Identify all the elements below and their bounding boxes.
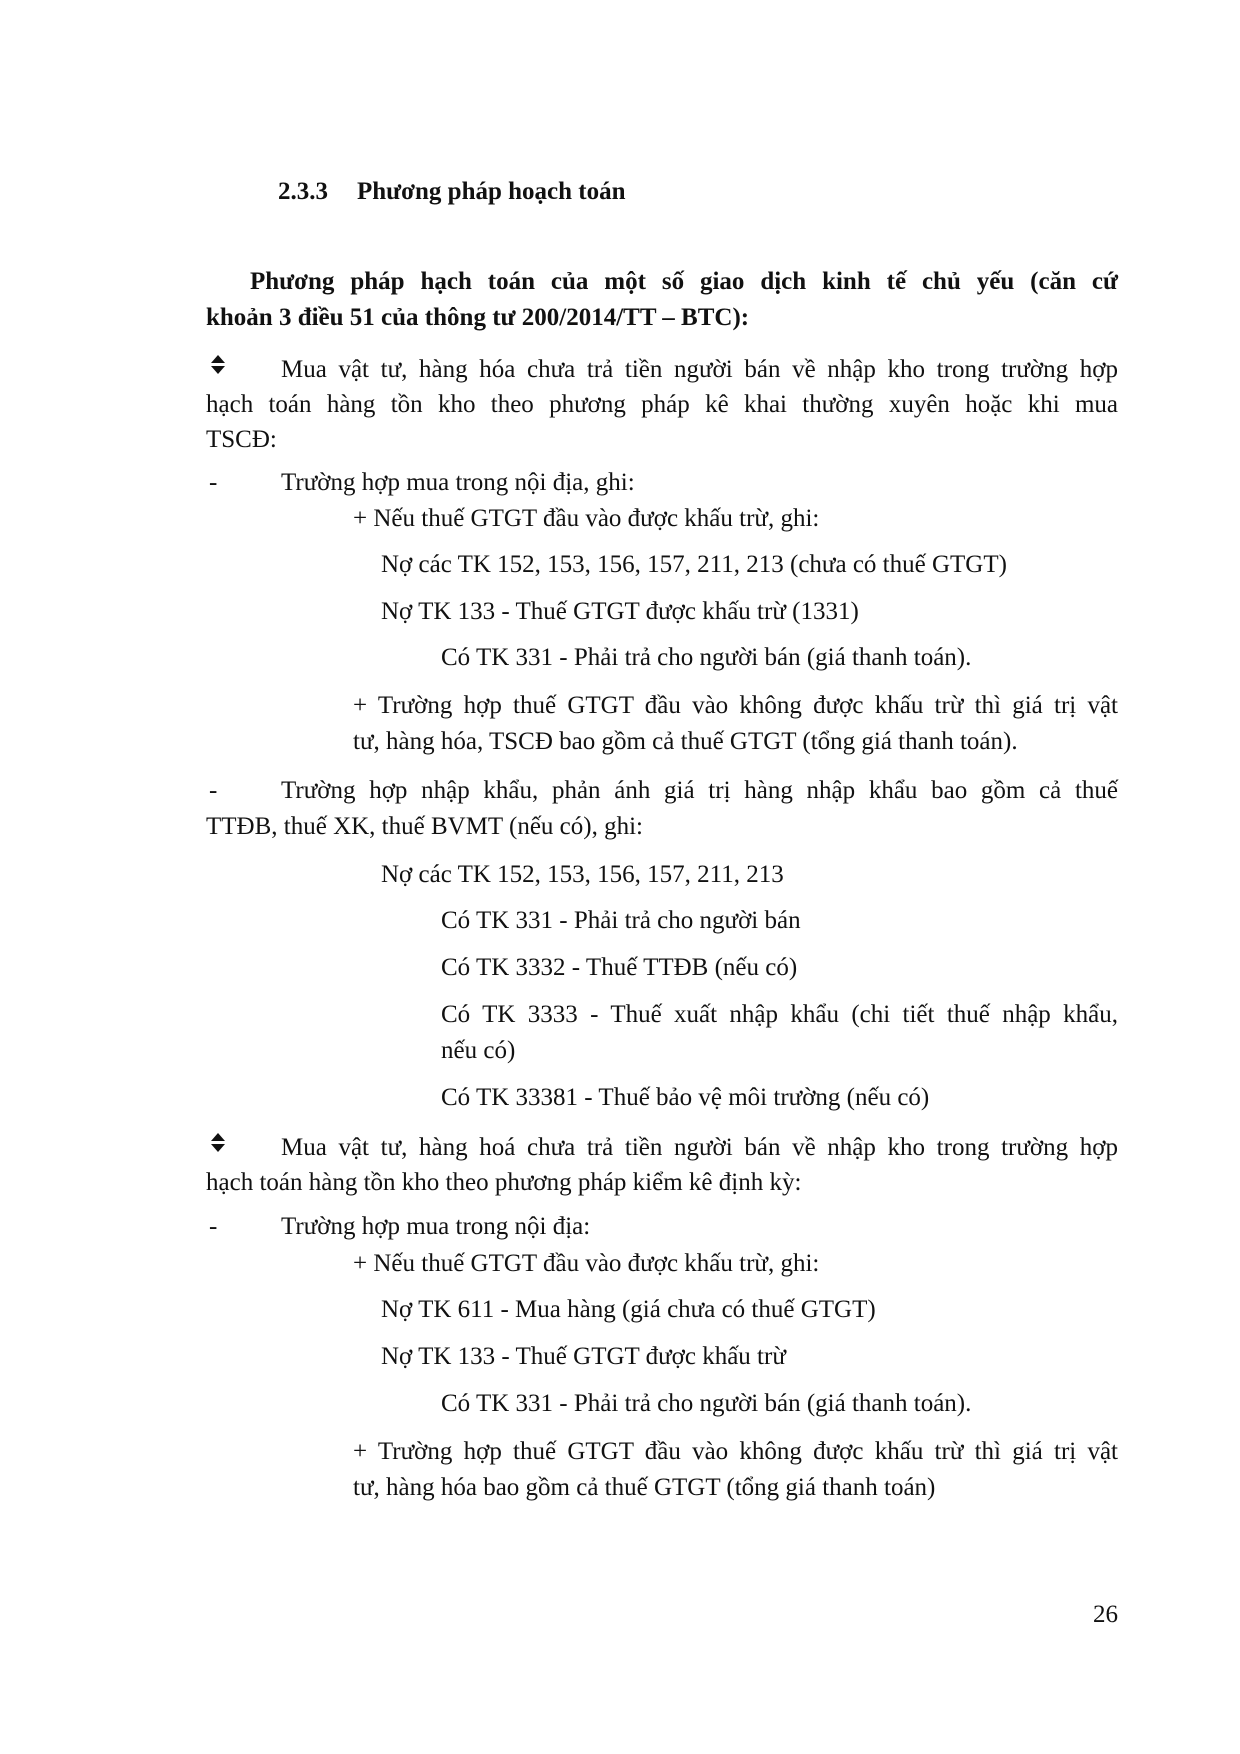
case1-import-line-1: Trường hợp nhập khẩu, phản ánh giá trị hàng nhập khẩu bao gồm cả thuế [281, 777, 1118, 804]
case2-line-1: Mua vật tư, hàng hoá chưa trả tiền người bán về nhập kho trong trường hợp [281, 1134, 1118, 1161]
case2-no-2: Nợ TK 133 - Thuế GTGT được khấu trừ [381, 1343, 786, 1370]
case1-line-3: TSCĐ: [206, 426, 277, 453]
updown-bullet-icon [211, 355, 225, 375]
dash-marker: - [209, 777, 218, 804]
intro-line-1: Phương pháp hạch toán của một số giao dịch kinh tế chủ yếu (căn cứ [250, 268, 1118, 295]
case1-nondeductible-2: tư, hàng hóa, TSCĐ bao gồm cả thuế GTGT (tổng giá thanh toán). [353, 728, 1018, 755]
case2-nondeductible-2: tư, hàng hóa bao gồm cả thuế GTGT (tổng giá thanh toán) [353, 1474, 936, 1501]
case2-co-1: Có TK 331 - Phải trả cho người bán (giá thanh toán). [441, 1390, 972, 1417]
section-number: 2.3.3 [278, 178, 328, 205]
case1-import-co-4: Có TK 33381 - Thuế bảo vệ môi trường (nếu có) [441, 1084, 930, 1111]
case1-import-co-3a: Có TK 3333 - Thuế xuất nhập khẩu (chi tiết thuế nhập khẩu, [441, 1001, 1118, 1028]
case1-line-1: Mua vật tư, hàng hóa chưa trả tiền người bán về nhập kho trong trường hợp [281, 356, 1118, 383]
dash-marker: - [209, 469, 218, 496]
case1-import-co-3b: nếu có) [441, 1037, 516, 1064]
case1-deductible: + Nếu thuế GTGT đầu vào được khấu trừ, ghi: [353, 505, 820, 532]
case2-nondeductible-1: + Trường hợp thuế GTGT đầu vào không được khấu trừ thì giá trị vật [353, 1438, 1118, 1465]
case2-no-1: Nợ TK 611 - Mua hàng (giá chưa có thuế GTGT) [381, 1296, 876, 1323]
case1-co-1: Có TK 331 - Phải trả cho người bán (giá thanh toán). [441, 644, 972, 671]
case1-import-line-2: TTĐB, thuế XK, thuế BVMT (nếu có), ghi: [206, 813, 643, 840]
case1-import-co-2: Có TK 3332 - Thuế TTĐB (nếu có) [441, 954, 798, 981]
dash-marker: - [209, 1213, 218, 1240]
case1-nondeductible-1: + Trường hợp thuế GTGT đầu vào không được khấu trừ thì giá trị vật [353, 692, 1118, 719]
page-number: 26 [1093, 1601, 1118, 1628]
case2-domestic-heading: Trường hợp mua trong nội địa: [281, 1213, 591, 1240]
case1-import-co-1: Có TK 331 - Phải trả cho người bán [441, 907, 801, 934]
case1-line-2: hạch toán hàng tồn kho theo phương pháp kê khai thường xuyên hoặc khi mua [206, 391, 1118, 418]
case1-import-no-1: Nợ các TK 152, 153, 156, 157, 211, 213 [381, 861, 784, 888]
section-title: Phương pháp hoạch toán [357, 178, 626, 205]
case1-no-1: Nợ các TK 152, 153, 156, 157, 211, 213 (chưa có thuế GTGT) [381, 551, 1007, 578]
updown-bullet-icon [211, 1133, 225, 1153]
intro-line-2: khoản 3 điều 51 của thông tư 200/2014/TT – BTC): [206, 304, 750, 331]
case2-line-2: hạch toán hàng tồn kho theo phương pháp kiểm kê định kỳ: [206, 1169, 802, 1196]
case1-no-2: Nợ TK 133 - Thuế GTGT được khấu trừ (1331) [381, 598, 859, 625]
case1-domestic-heading: Trường hợp mua trong nội địa, ghi: [281, 469, 635, 496]
case2-deductible: + Nếu thuế GTGT đầu vào được khấu trừ, ghi: [353, 1250, 820, 1277]
